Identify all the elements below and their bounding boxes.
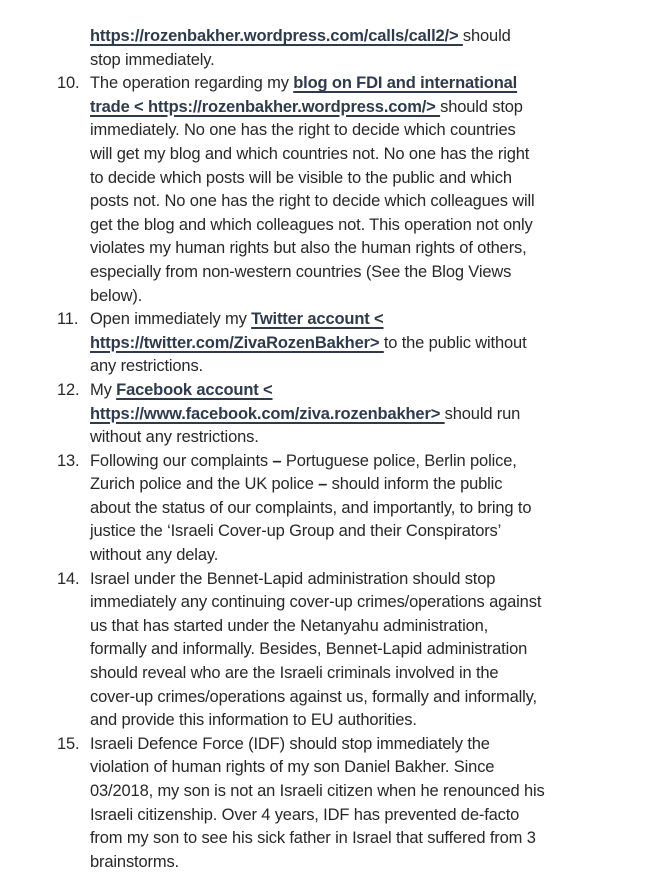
hyperlink[interactable]: https://www.facebook.com/ziva.rozenbakher> — [90, 404, 445, 423]
text-run: posts not. No one has the right to decide which colleagues will — [90, 192, 535, 211]
text-line — [0, 285, 668, 309]
text-line — [0, 686, 668, 710]
text-run: brainstorms. — [90, 852, 179, 871]
text-line — [0, 308, 668, 332]
hyperlink[interactable]: https://twitter.com/ZivaRozenBakher> — [90, 333, 384, 352]
list-item-13 — [0, 450, 668, 568]
text-run: violation of human rights of my son Daniel Bakher. Since — [90, 758, 495, 777]
list-number: 13. — [57, 451, 80, 470]
text-run: to decide which posts will be visible to the public and which — [90, 168, 512, 187]
text-line — [0, 615, 668, 639]
list-number: 15. — [57, 734, 80, 753]
text-run: will get my blog and which countries not. No one has the right — [90, 144, 530, 163]
text-run: should reveal who are the Israeli criminals involved in the — [90, 664, 499, 683]
text-run: should inform the public — [327, 475, 503, 494]
text-run: My — [90, 380, 117, 399]
text-run: any restrictions. — [90, 357, 203, 376]
text-line — [0, 827, 668, 851]
text-line — [0, 756, 668, 780]
text-run: should — [462, 27, 511, 45]
text-line — [0, 96, 668, 120]
text-line — [0, 355, 668, 379]
hyperlink[interactable]: blog on FDI and international — [293, 74, 518, 93]
text-run: 03/2018, my son is not an Israeli citizen when he renounced his — [90, 782, 545, 800]
text-run: – — [272, 451, 282, 470]
text-run: Open immediately my — [90, 310, 252, 329]
text-run: The operation regarding my — [90, 74, 294, 93]
list-item-15 — [0, 733, 668, 875]
text-run: – — [318, 475, 328, 494]
text-line — [0, 332, 668, 356]
list-number: 12. — [57, 380, 80, 399]
text-run: without any delay. — [90, 546, 219, 565]
list-item-12 — [0, 379, 668, 450]
text-run: Israeli Defence Force (IDF) should stop immediately the — [90, 734, 490, 753]
text-line — [0, 544, 668, 568]
text-run: about the status of our complaints, and importantly, to bring to — [90, 498, 532, 517]
text-run: violates my human rights but also the human rights of others, — [90, 239, 527, 258]
text-run: should stop — [440, 97, 523, 116]
text-run: Israeli citizenship. Over 4 years, IDF has prevented de-facto — [90, 805, 520, 824]
text-line — [0, 780, 668, 804]
text-line — [0, 190, 668, 214]
text-line — [0, 497, 668, 521]
text-run: justice the ‘Israeli Cover-up Group and their Conspirators’ — [90, 522, 502, 541]
list-item-10 — [0, 72, 668, 308]
text-run: stop immediately. — [90, 50, 215, 69]
text-run: us that has started under the Netanyahu administration, — [90, 616, 489, 635]
list-item-14 — [0, 568, 668, 733]
text-line — [0, 851, 668, 875]
text-line — [0, 403, 668, 427]
text-line — [0, 591, 668, 615]
text-run: Israel under the Bennet-Lapid administration should stop — [90, 569, 496, 588]
text-run: and provide this information to EU authorities. — [90, 711, 417, 730]
text-line — [0, 709, 668, 733]
text-run: without any restrictions. — [90, 428, 259, 447]
text-line — [0, 261, 668, 285]
text-line — [0, 72, 668, 96]
text-line — [0, 49, 668, 73]
text-run: below). — [90, 286, 143, 305]
text-run: especially from non-western countries (See the Blog Views — [90, 262, 512, 281]
text-run: formally and informally. Besides, Bennet-Lapid administration — [90, 640, 528, 659]
text-line — [0, 733, 668, 757]
text-run: immediately any continuing cover-up crimes/operations against — [90, 593, 542, 612]
list-item-11 — [0, 308, 668, 379]
text-line — [0, 804, 668, 828]
text-line — [0, 520, 668, 544]
text-line — [0, 450, 668, 474]
text-line — [0, 426, 668, 450]
text-line — [0, 167, 668, 191]
text-run: get the blog and which colleagues not. This operation not only — [90, 215, 533, 234]
list-number: 10. — [57, 74, 80, 93]
text-line — [0, 379, 668, 403]
hyperlink[interactable]: trade < https://rozenbakher.wordpress.com/> — [90, 97, 441, 116]
text-run: from my son to see his sick father in Israel that suffered from 3 — [90, 829, 536, 848]
text-line — [0, 25, 668, 49]
text-line — [0, 568, 668, 592]
text-run: immediately. No one has the right to decide which countries — [90, 121, 516, 140]
text-line — [0, 119, 668, 143]
text-line — [0, 662, 668, 686]
list-item-continued — [0, 25, 668, 72]
text-run: to the public without — [383, 333, 527, 352]
text-run: Zurich police and the UK police — [90, 475, 319, 494]
list-number: 11. — [57, 310, 79, 329]
text-line — [0, 214, 668, 238]
text-run: Following our complaints — [90, 451, 273, 470]
hyperlink[interactable]: Facebook account < — [116, 380, 273, 399]
text-line — [0, 638, 668, 662]
text-run: Portuguese police, Berlin police, — [281, 451, 517, 470]
text-line — [0, 237, 668, 261]
text-run: cover-up crimes/operations against us, formally and informally, — [90, 687, 537, 706]
hyperlink[interactable]: https://rozenbakher.wordpress.com/calls/call2/> — [90, 27, 463, 45]
text-run: should run — [444, 404, 521, 423]
text-line — [0, 473, 668, 497]
list-number: 14. — [57, 569, 80, 588]
text-line — [0, 143, 668, 167]
hyperlink[interactable]: Twitter account < — [251, 310, 384, 329]
